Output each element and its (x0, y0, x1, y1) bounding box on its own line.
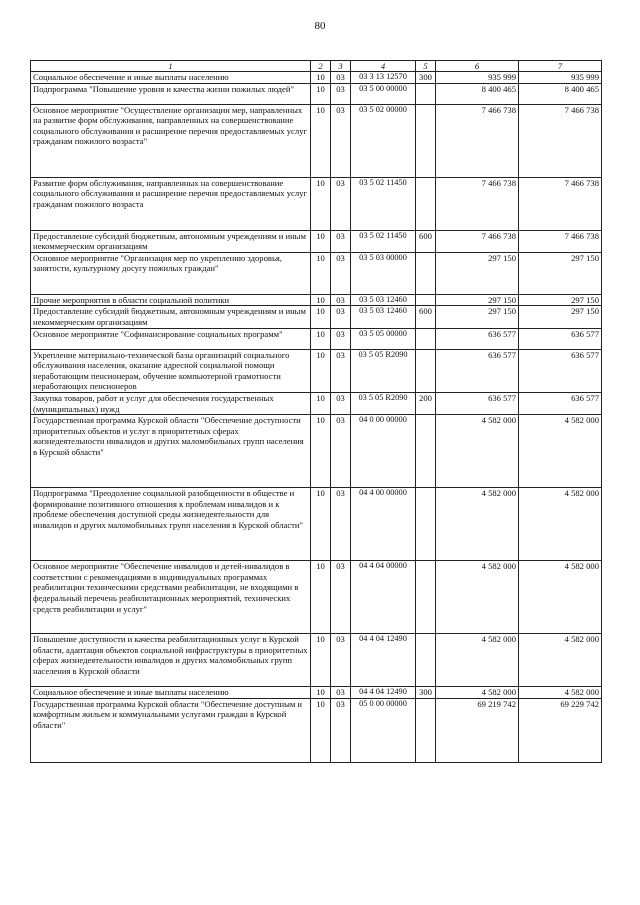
row-name-cell: Социальное обеспечение и иные выплаты населению (31, 72, 311, 84)
row-value-2-cell: 4 582 000 (519, 687, 602, 699)
table-row (31, 698, 602, 762)
table-row (31, 349, 602, 392)
row-value-2-cell: 7 466 738 (519, 104, 602, 177)
row-section-cell: 10 (311, 252, 331, 294)
row-section-cell: 10 (311, 230, 331, 252)
row-subsection-cell: 03 (331, 294, 351, 306)
row-value-1-cell: 4 582 000 (436, 561, 519, 634)
row-subsection-cell: 03 (331, 230, 351, 252)
row-subsection-cell: 03 (331, 561, 351, 634)
row-section-cell: 10 (311, 561, 331, 634)
row-section-cell: 10 (311, 294, 331, 306)
col-header-subsection: 3 (331, 61, 351, 72)
row-code-cell: 04 4 04 00000 (351, 561, 416, 634)
row-type-cell (416, 634, 436, 687)
row-type-cell (416, 177, 436, 230)
row-type-cell: 300 (416, 687, 436, 699)
row-code-cell: 03 5 03 12460 (351, 306, 416, 328)
row-section-cell: 10 (311, 415, 331, 488)
row-name-cell: Предоставление субсидий бюджетным, автономным учреждениям и иным некоммерческим организациям (31, 230, 311, 252)
col-header-value-2: 7 (519, 61, 602, 72)
row-type-cell (416, 328, 436, 349)
row-code-cell: 03 5 00 00000 (351, 83, 416, 104)
table-row (31, 687, 602, 699)
table-row (31, 392, 602, 414)
row-value-2-cell: 636 577 (519, 392, 602, 414)
row-code-cell: 03 5 05 00000 (351, 328, 416, 349)
row-name-cell: Прочие мероприятия в области социальной политики (31, 294, 311, 306)
table-body (31, 72, 602, 763)
row-value-1-cell: 4 582 000 (436, 634, 519, 687)
row-value-2-cell: 4 582 000 (519, 415, 602, 488)
row-code-cell: 03 5 02 11450 (351, 230, 416, 252)
col-header-section: 2 (311, 61, 331, 72)
row-code-cell: 03 5 03 00000 (351, 252, 416, 294)
row-name-cell: Укрепление материально-технической базы организаций социального обслуживания населения, оказание адресной социальной помощи неработающим пенсионерам, обучение компьютерной грамотности неработающих пенсионеров (31, 349, 311, 392)
row-name-cell: Основное мероприятие "Организация мер по укреплению здоровья, занятости, культурному досугу пожилых граждан" (31, 252, 311, 294)
row-value-1-cell: 8 400 465 (436, 83, 519, 104)
row-value-1-cell: 7 466 738 (436, 177, 519, 230)
row-code-cell: 03 5 03 12460 (351, 294, 416, 306)
row-value-1-cell: 297 150 (436, 306, 519, 328)
row-section-cell: 10 (311, 698, 331, 762)
row-type-cell: 200 (416, 392, 436, 414)
row-value-1-cell: 7 466 738 (436, 230, 519, 252)
row-name-cell: Социальное обеспечение и иные выплаты населению (31, 687, 311, 699)
row-section-cell: 10 (311, 177, 331, 230)
row-name-cell: Повышение доступности и качества реабилитационных услуг в Курской области, адаптация объектов социальной инфраструктуры в приоритетных сферах жизнедеятельности инвалидов и других маломобильных групп населения в Курской области (31, 634, 311, 687)
row-name-cell: Государственная программа Курской области "Обеспечение доступности приоритетных объектов и услуг в приоритетных сферах жизнедеятельности инвалидов и других маломобильных групп населения в Курской области" (31, 415, 311, 488)
row-value-2-cell: 4 582 000 (519, 634, 602, 687)
row-subsection-cell: 03 (331, 177, 351, 230)
row-type-cell: 600 (416, 306, 436, 328)
row-code-cell: 04 0 00 00000 (351, 415, 416, 488)
row-subsection-cell: 03 (331, 328, 351, 349)
row-code-cell: 05 0 00 00000 (351, 698, 416, 762)
table-row (31, 561, 602, 634)
row-value-2-cell: 297 150 (519, 294, 602, 306)
row-value-2-cell: 4 582 000 (519, 561, 602, 634)
row-code-cell: 04 4 00 00000 (351, 488, 416, 561)
table-row (31, 294, 602, 306)
table-row (31, 488, 602, 561)
col-header-value-1: 6 (436, 61, 519, 72)
row-value-1-cell: 297 150 (436, 252, 519, 294)
row-value-1-cell: 4 582 000 (436, 488, 519, 561)
row-name-cell: Подпрограмма "Повышение уровня и качества жизни пожилых людей" (31, 83, 311, 104)
col-header-name: 1 (31, 61, 311, 72)
row-subsection-cell: 03 (331, 104, 351, 177)
row-subsection-cell: 03 (331, 687, 351, 699)
row-value-2-cell: 7 466 738 (519, 230, 602, 252)
row-name-cell: Основное мероприятие "Осуществление организации мер, направленных на развитие форм обслуживания, направленных на совершенствование социального обслуживания и расширение перечня предоставляемых услуг гражданам пожилого возраста" (31, 104, 311, 177)
row-section-cell: 10 (311, 392, 331, 414)
row-type-cell (416, 561, 436, 634)
row-value-1-cell: 69 219 742 (436, 698, 519, 762)
table-row (31, 83, 602, 104)
budget-table (30, 60, 602, 763)
row-value-2-cell: 69 229 742 (519, 698, 602, 762)
row-section-cell: 10 (311, 306, 331, 328)
table-row (31, 306, 602, 328)
row-code-cell: 03 5 02 11450 (351, 177, 416, 230)
row-type-cell: 600 (416, 230, 436, 252)
table-row (31, 252, 602, 294)
row-value-2-cell: 4 582 000 (519, 488, 602, 561)
table-row (31, 634, 602, 687)
row-code-cell: 03 5 05 R2090 (351, 392, 416, 414)
row-subsection-cell: 03 (331, 415, 351, 488)
row-value-1-cell: 4 582 000 (436, 415, 519, 488)
table-row (31, 177, 602, 230)
row-code-cell: 03 5 05 R2090 (351, 349, 416, 392)
table-row (31, 328, 602, 349)
table-row (31, 72, 602, 84)
row-section-cell: 10 (311, 104, 331, 177)
row-section-cell: 10 (311, 72, 331, 84)
row-code-cell: 03 5 02 00000 (351, 104, 416, 177)
row-section-cell: 10 (311, 687, 331, 699)
row-type-cell (416, 294, 436, 306)
row-type-cell (416, 104, 436, 177)
row-name-cell: Развитие форм обслуживания, направленных на совершенствование социального обслуживания и расширение перечня предоставляемых услуг гражданам пожилого возраста (31, 177, 311, 230)
table-row (31, 104, 602, 177)
row-value-1-cell: 636 577 (436, 349, 519, 392)
row-value-2-cell: 8 400 465 (519, 83, 602, 104)
row-section-cell: 10 (311, 488, 331, 561)
row-code-cell: 03 3 13 12570 (351, 72, 416, 84)
row-code-cell: 04 4 04 12490 (351, 634, 416, 687)
row-subsection-cell: 03 (331, 72, 351, 84)
row-section-cell: 10 (311, 328, 331, 349)
row-subsection-cell: 03 (331, 488, 351, 561)
row-type-cell (416, 488, 436, 561)
row-subsection-cell: 03 (331, 349, 351, 392)
row-type-cell: 300 (416, 72, 436, 84)
row-value-2-cell: 297 150 (519, 252, 602, 294)
row-subsection-cell: 03 (331, 252, 351, 294)
page-number: 80 (314, 20, 326, 32)
row-value-1-cell: 636 577 (436, 328, 519, 349)
row-value-2-cell: 7 466 738 (519, 177, 602, 230)
row-value-2-cell: 636 577 (519, 349, 602, 392)
row-name-cell: Закупка товаров, работ и услуг для обеспечения государственных (муниципальных) нужд (31, 392, 311, 414)
row-type-cell (416, 349, 436, 392)
row-subsection-cell: 03 (331, 392, 351, 414)
row-value-1-cell: 7 466 738 (436, 104, 519, 177)
row-name-cell: Основное мероприятие "Софинансирование социальных программ" (31, 328, 311, 349)
row-subsection-cell: 03 (331, 83, 351, 104)
col-header-type: 5 (416, 61, 436, 72)
row-section-cell: 10 (311, 634, 331, 687)
row-section-cell: 10 (311, 83, 331, 104)
row-type-cell (416, 698, 436, 762)
col-header-code: 4 (351, 61, 416, 72)
row-value-2-cell: 935 999 (519, 72, 602, 84)
row-value-1-cell: 935 999 (436, 72, 519, 84)
row-name-cell: Предоставление субсидий бюджетным, автономным учреждениям и иным некоммерческим организациям (31, 306, 311, 328)
row-section-cell: 10 (311, 349, 331, 392)
row-type-cell (416, 83, 436, 104)
row-subsection-cell: 03 (331, 634, 351, 687)
table-row (31, 230, 602, 252)
row-value-1-cell: 297 150 (436, 294, 519, 306)
row-name-cell: Государственная программа Курской области "Обеспечение доступным и комфортным жильем и коммунальными услугами граждан в Курской области" (31, 698, 311, 762)
row-type-cell (416, 252, 436, 294)
row-name-cell: Основное мероприятие "Обеспечение инвалидов и детей-инвалидов в соответствии с рекомендациями в индивидуальных программах реабилитации техническими средствами реабилитации, не входящими в федеральный перечень реабилитационных мероприятий, технических средств реабилитации и услуг" (31, 561, 311, 634)
row-type-cell (416, 415, 436, 488)
row-code-cell: 04 4 04 12490 (351, 687, 416, 699)
row-name-cell: Подпрограмма "Преодоление социальной разобщенности в обществе и формирование позитивного отношения к проблемам инвалидов и к проблеме обеспечения доступной среды жизнедеятельности для инвалидов и других маломобильных групп населения в Курской области" (31, 488, 311, 561)
row-value-1-cell: 4 582 000 (436, 687, 519, 699)
header-row (31, 61, 602, 72)
row-subsection-cell: 03 (331, 698, 351, 762)
table-row (31, 415, 602, 488)
row-value-2-cell: 636 577 (519, 328, 602, 349)
row-value-2-cell: 297 150 (519, 306, 602, 328)
row-value-1-cell: 636 577 (436, 392, 519, 414)
row-subsection-cell: 03 (331, 306, 351, 328)
